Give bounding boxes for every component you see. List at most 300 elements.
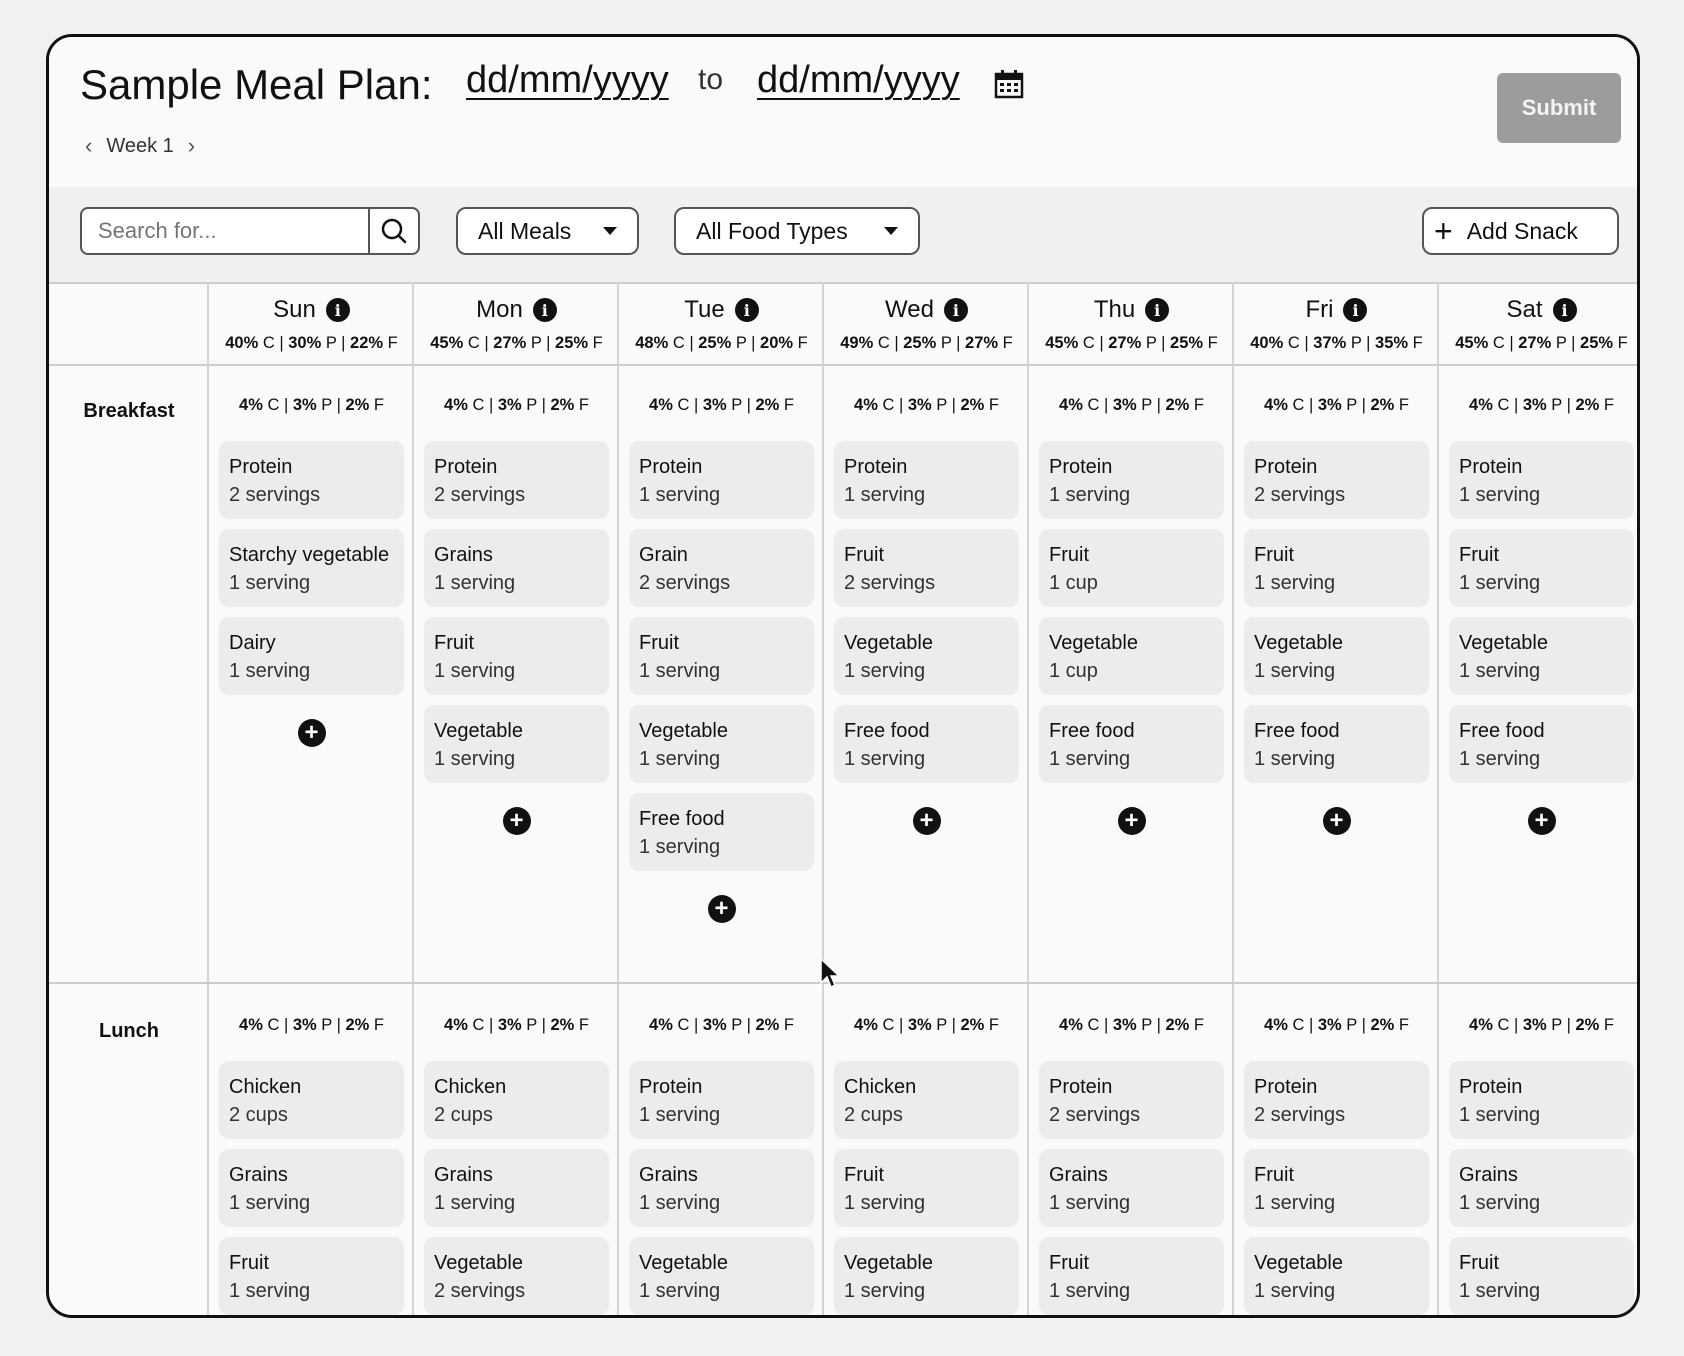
food-item-quantity: 1 cup [1049,572,1098,594]
food-item-name: Protein [1459,1076,1523,1098]
caret-down-icon [603,227,617,235]
food-item-list [1039,1061,1224,1315]
search-input[interactable] [82,209,368,253]
meal-macros: 4% C | 3% P | 2% F [1059,1016,1204,1034]
day-macros: 40% C | 37% P | 35% F [1250,334,1423,352]
protein-percent: 3% [907,1016,932,1034]
food-item[interactable] [1039,1061,1224,1139]
food-types-dropdown-value: All Food Types [696,217,848,244]
food-item-quantity: 2 servings [844,572,936,594]
fat-percent: 2% [345,1016,370,1034]
meal-cell [209,982,414,1315]
fat-percent: 2% [1370,1016,1395,1034]
add-food-item-button[interactable]: + [298,719,326,747]
protein-percent: 30% [288,334,322,352]
meal-cell [1029,362,1234,835]
info-icon[interactable]: i [1553,298,1577,322]
fat-percent: 2% [1370,396,1395,414]
food-item[interactable] [834,1149,1019,1227]
page-title: Sample Meal Plan: [80,61,433,108]
food-item-name: Vegetable [639,720,728,742]
protein-percent: 3% [702,1016,727,1034]
info-icon[interactable]: i [944,298,968,322]
food-item-quantity: 1 cup [1049,660,1098,682]
food-item-name: Free food [1459,720,1545,742]
food-item[interactable] [629,705,814,783]
food-item[interactable] [1449,617,1634,695]
meal-cell [414,362,619,835]
food-item-name: Grains [229,1164,288,1186]
meal-cell [619,982,824,1315]
meal-macros: 4% C | 3% P | 2% F [444,396,589,414]
food-item-name: Vegetable [1254,1252,1343,1274]
day-header [619,284,824,364]
food-item-quantity: 1 serving [844,1280,926,1302]
meal-cell [414,982,619,1315]
carb-percent: 4% [649,396,673,414]
food-item-quantity: 1 serving [434,1192,516,1214]
search-icon [380,217,408,245]
food-item-name: Vegetable [844,1252,933,1274]
protein-percent: 37% [1313,334,1347,352]
food-item-quantity: 1 serving [844,1192,926,1214]
food-item-quantity: 2 servings [434,1280,526,1302]
meal-macros: 4% C | 3% P | 2% F [444,1016,589,1034]
chevron-left-icon[interactable]: ‹ [85,133,93,158]
food-types-dropdown[interactable] [674,207,920,255]
meal-cell [824,982,1029,1315]
food-item-quantity: 1 serving [1049,484,1131,506]
food-item-name: Starchy vegetable [229,544,390,566]
food-item[interactable] [1039,617,1224,695]
day-header [1029,284,1234,364]
carb-percent: 4% [854,396,878,414]
carb-percent: 4% [1469,396,1493,414]
meals-dropdown[interactable] [456,207,639,255]
protein-percent: 3% [1112,1016,1137,1034]
info-icon[interactable]: i [326,298,350,322]
day-name-row [619,296,824,324]
food-item-name: Dairy [229,632,276,654]
day-name: Sat [1506,296,1543,323]
carb-percent: 4% [1059,1016,1083,1034]
food-item-list [629,441,814,871]
food-item[interactable] [1244,1237,1429,1315]
food-item[interactable] [629,793,814,871]
week-label: Week 1 [106,134,174,157]
food-item-quantity: 2 cups [844,1104,903,1126]
food-item-quantity: 1 serving [434,660,516,682]
protein-percent: 27% [1518,334,1552,352]
food-item[interactable] [1449,529,1634,607]
food-item-list [834,1061,1019,1315]
day-name: Fri [1305,296,1334,323]
food-item[interactable] [1449,1149,1634,1227]
meal-cell [619,362,824,923]
food-item-name: Fruit [434,632,474,654]
meal-macros: 4% C | 3% P | 2% F [239,396,384,414]
food-item-name: Chicken [229,1076,302,1098]
day-header [209,284,414,364]
food-item-list [629,1061,814,1315]
carb-percent: 4% [1469,1016,1493,1034]
food-item-quantity: 1 serving [1254,660,1336,682]
carb-percent: 45% [430,334,464,352]
food-item[interactable] [629,441,814,519]
food-item-name: Protein [639,456,703,478]
calendar-icon[interactable] [994,69,1024,99]
protein-percent: 3% [1112,396,1137,414]
start-date-field[interactable]: dd/mm/yyyy [466,59,669,101]
food-item-name: Vegetable [844,632,933,654]
protein-percent: 3% [907,396,932,414]
fat-percent: 2% [1165,396,1190,414]
carb-percent: 4% [444,396,468,414]
protein-percent: 3% [1317,1016,1342,1034]
carb-percent: 45% [1045,334,1079,352]
food-item[interactable] [834,1061,1019,1139]
day-header [414,284,619,364]
header [49,37,1637,187]
food-item-name: Grains [434,1164,493,1186]
day-macros: 48% C | 25% P | 20% F [635,334,808,352]
food-item-name: Free food [1049,720,1135,742]
food-item[interactable] [1039,705,1224,783]
food-item-list [1449,441,1634,783]
food-item-quantity: 1 serving [1459,1280,1541,1302]
food-item-list [1244,441,1429,783]
food-item-quantity: 1 serving [1049,1280,1131,1302]
food-item[interactable] [834,617,1019,695]
food-item[interactable] [629,617,814,695]
food-item-quantity: 1 serving [844,484,926,506]
fat-percent: 2% [960,396,985,414]
food-item[interactable] [424,1061,609,1139]
day-header [1234,284,1439,364]
food-item-name: Grains [1459,1164,1518,1186]
meal-label: Lunch [99,1020,159,1042]
food-item-quantity: 1 serving [229,1192,311,1214]
food-item[interactable] [424,441,609,519]
food-item[interactable] [1244,705,1429,783]
food-item-name: Fruit [229,1252,269,1274]
food-item[interactable] [424,529,609,607]
add-snack-button[interactable] [1422,207,1619,255]
info-icon[interactable]: i [1343,298,1367,322]
food-item[interactable] [219,1149,404,1227]
toolbar [49,187,1637,285]
food-item[interactable] [834,1237,1019,1315]
food-item-name: Protein [229,456,293,478]
fat-percent: 2% [550,1016,575,1034]
food-item[interactable] [1449,1061,1634,1139]
carb-percent: 4% [1264,1016,1288,1034]
day-macros: 40% C | 30% P | 22% F [225,334,398,352]
food-item-name: Grains [434,544,493,566]
day-name: Mon [476,296,523,323]
caret-down-icon [884,227,898,235]
add-food-item-button[interactable]: + [708,895,736,923]
fat-percent: 22% [350,334,384,352]
food-item[interactable] [629,1061,814,1139]
food-item-list [424,1061,609,1315]
food-item-name: Protein [434,456,498,478]
food-item-quantity: 1 serving [1459,1192,1541,1214]
food-item-name: Vegetable [1459,632,1548,654]
mouse-cursor-icon [819,957,843,991]
food-item-name: Fruit [1049,544,1089,566]
meal-cell [824,362,1029,835]
meal-macros: 4% C | 3% P | 2% F [1264,1016,1409,1034]
fat-percent: 2% [960,1016,985,1034]
fat-percent: 2% [550,396,575,414]
food-item-quantity: 1 serving [1049,1192,1131,1214]
day-name-row [824,296,1029,324]
submit-button[interactable]: Submit [1497,73,1621,143]
food-item-name: Fruit [844,544,884,566]
carb-percent: 4% [854,1016,878,1034]
add-food-item-button[interactable]: + [503,807,531,835]
day-name: Wed [885,296,934,323]
day-header [1439,284,1640,364]
food-item-quantity: 1 serving [229,1280,311,1302]
food-item-quantity: 1 serving [229,660,311,682]
food-item-list [1244,1061,1429,1315]
food-item-name: Fruit [844,1164,884,1186]
food-item-quantity: 2 servings [434,484,526,506]
food-item-name: Vegetable [434,720,523,742]
info-icon[interactable]: i [533,298,557,322]
food-item-quantity: 1 serving [639,748,721,770]
meal-plan-window [46,34,1640,1318]
food-item-name: Protein [1459,456,1523,478]
meal-cell [1029,982,1234,1315]
food-item-name: Free food [639,808,725,830]
food-item-quantity: 1 serving [1254,1280,1336,1302]
food-item-quantity: 1 serving [1459,572,1541,594]
food-item-quantity: 2 servings [1254,484,1346,506]
carb-percent: 4% [239,1016,263,1034]
food-item-quantity: 1 serving [1254,1192,1336,1214]
food-item-quantity: 1 serving [1254,748,1336,770]
food-item-list [1449,1061,1634,1315]
food-item-list [834,441,1019,783]
food-item-list [219,441,404,695]
day-name-row [209,296,414,324]
carb-percent: 40% [225,334,259,352]
day-header [824,284,1029,364]
meal-macros: 4% C | 3% P | 2% F [1469,1016,1614,1034]
day-name-row [1234,296,1439,324]
day-macros: 49% C | 25% P | 27% F [840,334,1013,352]
protein-percent: 3% [292,1016,317,1034]
food-item-name: Free food [1254,720,1340,742]
food-item[interactable] [1449,1237,1634,1315]
fat-percent: 2% [755,1016,780,1034]
food-item[interactable] [629,1149,814,1227]
food-item-name: Protein [639,1076,703,1098]
food-item[interactable] [219,1061,404,1139]
food-item-quantity: 1 serving [639,1192,721,1214]
food-item-list [1039,441,1224,783]
protein-percent: 3% [292,396,317,414]
plus-icon: + [1434,213,1453,249]
food-item[interactable] [424,1149,609,1227]
food-item[interactable] [1039,1149,1224,1227]
food-item[interactable] [219,529,404,607]
carb-percent: 4% [239,396,263,414]
end-date-field[interactable]: dd/mm/yyyy [757,59,960,101]
food-item-name: Protein [1254,1076,1318,1098]
fat-percent: 25% [555,334,589,352]
food-item-name: Protein [1254,456,1318,478]
food-item[interactable] [1039,441,1224,519]
add-food-item-button[interactable]: + [1118,807,1146,835]
food-item[interactable] [1244,1149,1429,1227]
fat-percent: 35% [1375,334,1409,352]
day-macros: 45% C | 27% P | 25% F [1045,334,1218,352]
food-item-name: Protein [844,456,908,478]
food-item-name: Free food [844,720,930,742]
food-item[interactable] [219,617,404,695]
food-item-quantity: 1 serving [434,748,516,770]
add-food-item-button[interactable]: + [1528,807,1556,835]
search-button[interactable] [368,209,418,253]
food-item[interactable] [1449,705,1634,783]
food-item[interactable] [424,1237,609,1315]
food-item-name: Vegetable [434,1252,523,1274]
meal-cell [1439,982,1640,1315]
food-item-quantity: 2 cups [229,1104,288,1126]
meal-macros: 4% C | 3% P | 2% F [649,1016,794,1034]
day-name: Thu [1093,296,1136,323]
info-icon[interactable]: i [1145,298,1169,322]
food-item[interactable] [834,705,1019,783]
food-item-quantity: 2 cups [434,1104,493,1126]
food-item-quantity: 1 serving [639,836,721,858]
protein-percent: 3% [497,396,522,414]
food-item-quantity: 1 serving [1254,572,1336,594]
food-item[interactable] [1244,529,1429,607]
food-item[interactable] [219,441,404,519]
fat-percent: 2% [345,396,370,414]
day-header-row [49,282,1637,366]
fat-percent: 2% [1575,1016,1600,1034]
food-item-name: Chicken [434,1076,507,1098]
day-macros: 45% C | 27% P | 25% F [1455,334,1628,352]
food-item-quantity: 1 serving [844,748,926,770]
meal-cell [1234,362,1439,835]
food-item[interactable] [629,1237,814,1315]
food-item-quantity: 1 serving [1459,484,1541,506]
fat-percent: 2% [755,396,780,414]
day-name-row [1439,296,1640,324]
carb-percent: 40% [1250,334,1284,352]
food-item-quantity: 1 serving [639,1280,721,1302]
meal-macros: 4% C | 3% P | 2% F [1469,396,1614,414]
meal-cell [209,362,414,747]
food-item[interactable] [1449,441,1634,519]
food-item[interactable] [1244,617,1429,695]
food-item-quantity: 1 serving [844,660,926,682]
food-item-quantity: 1 serving [1459,748,1541,770]
chevron-right-icon[interactable]: › [187,133,196,158]
food-item-name: Grains [639,1164,698,1186]
info-icon[interactable]: i [735,298,759,322]
food-item[interactable] [219,1237,404,1315]
day-name: Tue [684,296,725,323]
food-item[interactable] [1039,529,1224,607]
food-item-name: Chicken [844,1076,917,1098]
fat-percent: 27% [965,334,999,352]
day-name: Sun [273,296,316,323]
food-item-quantity: 2 servings [1049,1104,1141,1126]
food-item[interactable] [424,617,609,695]
food-item[interactable] [1244,441,1429,519]
to-label: to [698,63,724,96]
food-item[interactable] [1039,1237,1224,1315]
food-item-name: Grain [639,544,688,566]
add-food-item-button[interactable]: + [1323,807,1351,835]
food-item[interactable] [629,529,814,607]
food-item-quantity: 2 servings [639,572,731,594]
food-item-list [424,441,609,783]
day-name-row [414,296,619,324]
fat-percent: 25% [1170,334,1204,352]
fat-percent: 20% [760,334,794,352]
fat-percent: 2% [1165,1016,1190,1034]
food-item-name: Fruit [1254,1164,1294,1186]
food-item[interactable] [424,705,609,783]
protein-percent: 3% [702,396,727,414]
carb-percent: 49% [840,334,874,352]
food-item-quantity: 2 servings [229,484,321,506]
food-item-list [219,1061,404,1315]
food-item-quantity: 1 serving [434,572,516,594]
food-item[interactable] [1244,1061,1429,1139]
food-item-quantity: 2 servings [1254,1104,1346,1126]
food-item[interactable] [834,529,1019,607]
meals-dropdown-value: All Meals [478,217,572,244]
carb-percent: 45% [1455,334,1489,352]
food-item-name: Protein [1049,1076,1113,1098]
food-item-name: Vegetable [1254,632,1343,654]
meal-macros: 4% C | 3% P | 2% F [239,1016,384,1034]
protein-percent: 25% [903,334,937,352]
meal-cell [1439,362,1640,835]
fat-percent: 25% [1580,334,1614,352]
protein-percent: 25% [698,334,732,352]
add-food-item-button[interactable]: + [913,807,941,835]
meal-macros: 4% C | 3% P | 2% F [1059,396,1204,414]
food-item-quantity: 1 serving [1459,660,1541,682]
food-item-name: Fruit [1459,544,1499,566]
protein-percent: 3% [497,1016,522,1034]
food-item-quantity: 1 serving [639,660,721,682]
meal-macros: 4% C | 3% P | 2% F [854,1016,999,1034]
protein-percent: 3% [1317,396,1342,414]
week-navigator [85,133,195,159]
food-item-name: Fruit [1254,544,1294,566]
protein-percent: 27% [1108,334,1142,352]
meal-label: Breakfast [83,400,175,422]
food-item-quantity: 1 serving [1459,1104,1541,1126]
day-macros: 45% C | 27% P | 25% F [430,334,603,352]
food-item-name: Fruit [1049,1252,1089,1274]
food-item-name: Fruit [639,632,679,654]
food-item[interactable] [834,441,1019,519]
food-item-quantity: 1 serving [229,572,311,594]
